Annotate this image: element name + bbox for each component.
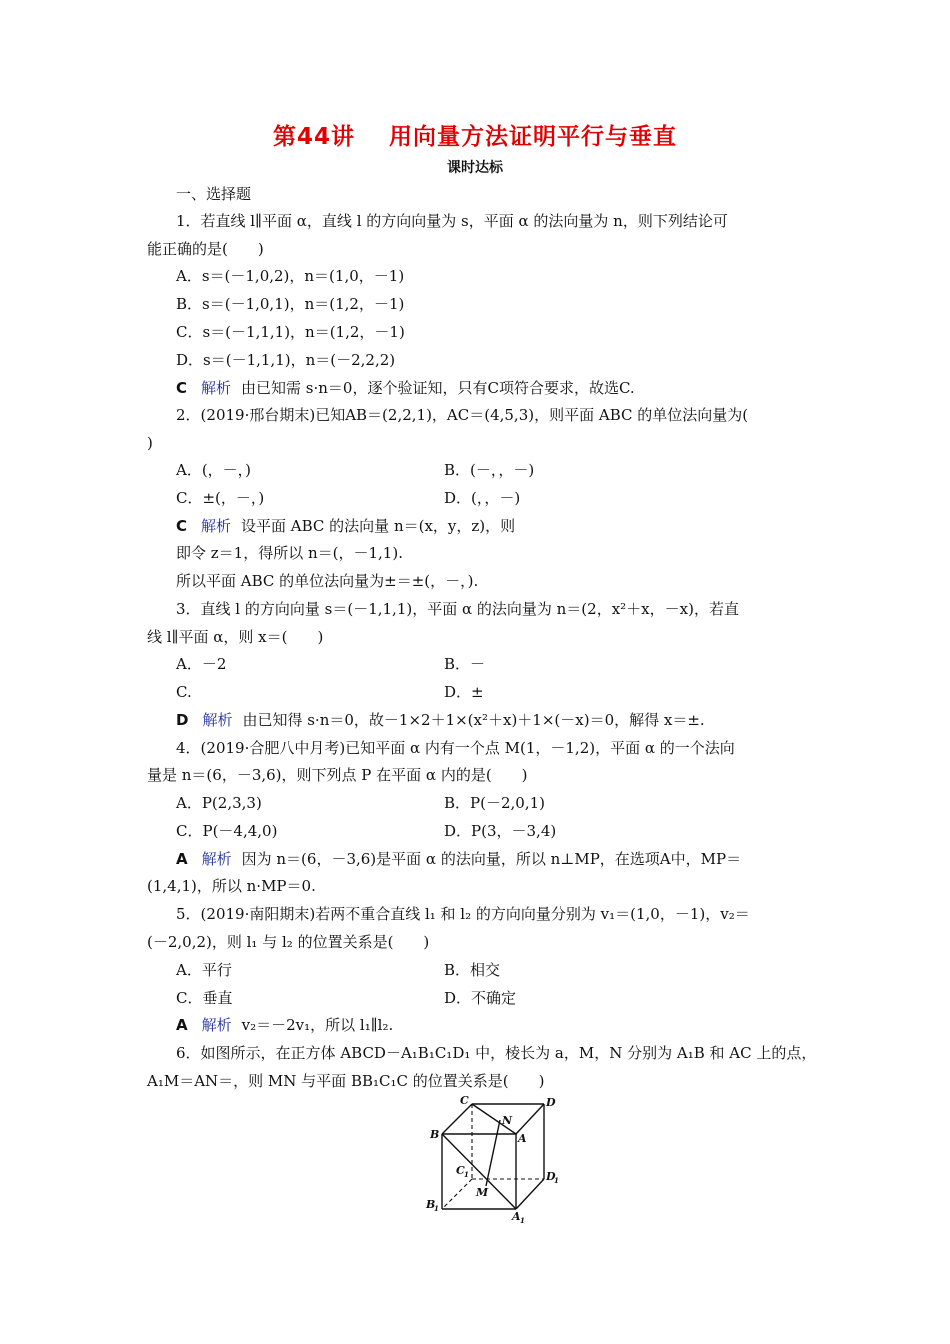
section-heading: 一、选择题: [176, 185, 252, 203]
q1-option-b: B．s＝(－1,0,1)，n＝(1,2，－1): [176, 295, 405, 313]
q6-stem-line1: 6．如图所示，在正方体 ABCD－A₁B₁C₁D₁ 中，棱长为 a，M，N 分别为 A₁B 和 AC 上的点，: [176, 1044, 817, 1062]
cube-figure: [420, 1092, 560, 1224]
q4-option-a: A．P(2,3,3): [176, 794, 262, 812]
lecture-number: 第44讲: [272, 124, 355, 150]
q1-stem-line2: 能正确的是( ): [147, 240, 264, 258]
q1-answer: C: [176, 379, 188, 397]
q5-stem-line2: (－2,0,2)，则 l₁ 与 l₂ 的位置关系是( ): [147, 933, 430, 951]
q3-option-a: A．－2: [176, 655, 227, 673]
q2-option-b: B．(－，，－): [444, 461, 535, 479]
q5-option-c: C．垂直: [176, 989, 233, 1007]
q3-option-b: B．－: [444, 655, 486, 673]
q5-option-b: B．相交: [444, 961, 501, 979]
q3-analysis-text: 由已知得 s·n＝0，故－1×2＋1×(x²＋x)＋1×(－x)＝0，解得 x＝±.: [242, 711, 705, 729]
q1-option-c: C．s＝(－1,1,1)，n＝(1,2，－1): [176, 323, 405, 341]
q1-analysis: [176, 378, 635, 398]
segment-MN: [486, 1120, 500, 1186]
q4-analysis: [176, 849, 741, 869]
q4-analysis-line1: 因为 n＝(6，－3,6)是平面 α 的法向量，所以 n⊥MP，在选项A中，MP＝: [241, 850, 742, 868]
label-A1: A: [512, 1210, 521, 1223]
q4-option-b: B．P(－2,0,1): [444, 794, 545, 812]
q2-analysis: [176, 516, 515, 536]
label-D1: D: [546, 1170, 556, 1183]
label-B: B: [430, 1128, 440, 1141]
hidden-edge-C1B1: [442, 1179, 472, 1209]
q2-option-a: A．(，－，): [176, 461, 252, 479]
label-D1-sub: 1: [554, 1176, 559, 1185]
q4-analysis-line2: (1,4,1)，所以 n·MP＝0.: [147, 877, 316, 895]
edge-DA: [516, 1104, 544, 1134]
label-C: C: [460, 1094, 469, 1107]
q2-analysis-line1: 设平面 ABC 的法向量 n＝(x，y，z)，则: [241, 517, 516, 535]
q2-analysis-line2: 即令 z＝1，得所以 n＝(，－1,1).: [176, 544, 403, 562]
q5-analysis: [176, 1015, 393, 1035]
label-A: A: [518, 1132, 527, 1145]
label-B1-sub: 1: [434, 1204, 439, 1213]
q3-stem-line2: 线 l∥平面 α，则 x＝( ): [147, 628, 324, 646]
q3-jiexi-label: 解析: [202, 711, 233, 729]
label-N: N: [502, 1114, 513, 1127]
q4-stem-line2: 量是 n＝(6，－3,6)，则下列点 P 在平面 α 内的是( ): [147, 766, 528, 784]
q3-option-c: C.: [176, 683, 192, 701]
q6-stem-line2: A₁M＝AN＝，则 MN 与平面 BB₁C₁C 的位置关系是( ): [147, 1072, 545, 1090]
label-M: M: [476, 1186, 489, 1199]
q2-option-c: C．±(，－，): [176, 489, 265, 507]
q1-option-a: A．s＝(－1,0,2)，n＝(1,0，－1): [176, 267, 405, 285]
q4-option-d: D．P(3，－3,4): [444, 822, 557, 840]
q5-answer: A: [176, 1016, 188, 1034]
page-subtitle: 课时达标: [447, 160, 503, 176]
edge-D1A1: [516, 1179, 544, 1209]
q4-stem-line1: 4．(2019·合肥八中月考)已知平面 α 内有一个点 M(1，－1,2)，平面 α 的一个法向: [176, 739, 735, 757]
q1-analysis-text: 由已知需 s·n＝0，逐个验证知，只有C项符合要求，故选C.: [241, 379, 635, 397]
q1-stem-line1: 1．若直线 l∥平面 α，直线 l 的方向向量为 s，平面 α 的法向量为 n，则下列结论可: [176, 212, 728, 230]
page-title: [0, 118, 950, 151]
label-B1: B: [426, 1198, 436, 1211]
q2-option-d: D．(，，－): [444, 489, 521, 507]
label-D: D: [546, 1096, 556, 1109]
q3-stem-line1: 3．直线 l 的方向向量 s＝(－1,1,1)，平面 α 的法向量为 n＝(2，x²＋x，－x)，若直: [176, 600, 739, 618]
label-C1-sub: 1: [464, 1170, 469, 1179]
lecture-name: 用向量方法证明平行与垂直: [389, 124, 677, 150]
q5-stem-line1: 5．(2019·南阳期末)若两不重合直线 l₁ 和 l₂ 的方向向量分别为 v₁＝(1,0，－1)，v₂＝: [176, 905, 750, 923]
q5-jiexi-label: 解析: [201, 1016, 232, 1034]
q5-option-d: D．不确定: [444, 989, 517, 1007]
q1-option-d: D．s＝(－1,1,1)，n＝(－2,2,2): [176, 351, 396, 369]
q1-jiexi-label: 解析: [201, 379, 232, 397]
q4-answer: A: [176, 850, 188, 868]
cube-diagram: [420, 1092, 560, 1224]
q4-option-c: C．P(－4,4,0): [176, 822, 278, 840]
q2-jiexi-label: 解析: [201, 517, 232, 535]
q2-stem-line2: ): [147, 434, 153, 452]
edge-BC: [442, 1104, 472, 1134]
q2-analysis-line3: 所以平面 ABC 的单位法向量为±＝±(，－，).: [176, 572, 479, 590]
q4-jiexi-label: 解析: [201, 850, 232, 868]
q3-analysis: [176, 710, 705, 730]
q5-analysis-text: v₂＝－2v₁，所以 l₁∥l₂.: [241, 1016, 394, 1034]
q2-stem-line1: 2．(2019·邢台期末)已知AB＝(2,2,1)，AC＝(4,5,3)，则平面 ABC 的单位法向量为(: [176, 406, 749, 424]
label-A1-sub: 1: [520, 1216, 525, 1224]
q3-answer: D: [176, 711, 189, 729]
label-C1: C: [456, 1164, 465, 1177]
q3-option-d: D．±: [444, 683, 484, 701]
q5-option-a: A．平行: [176, 961, 232, 979]
q2-answer: C: [176, 517, 188, 535]
